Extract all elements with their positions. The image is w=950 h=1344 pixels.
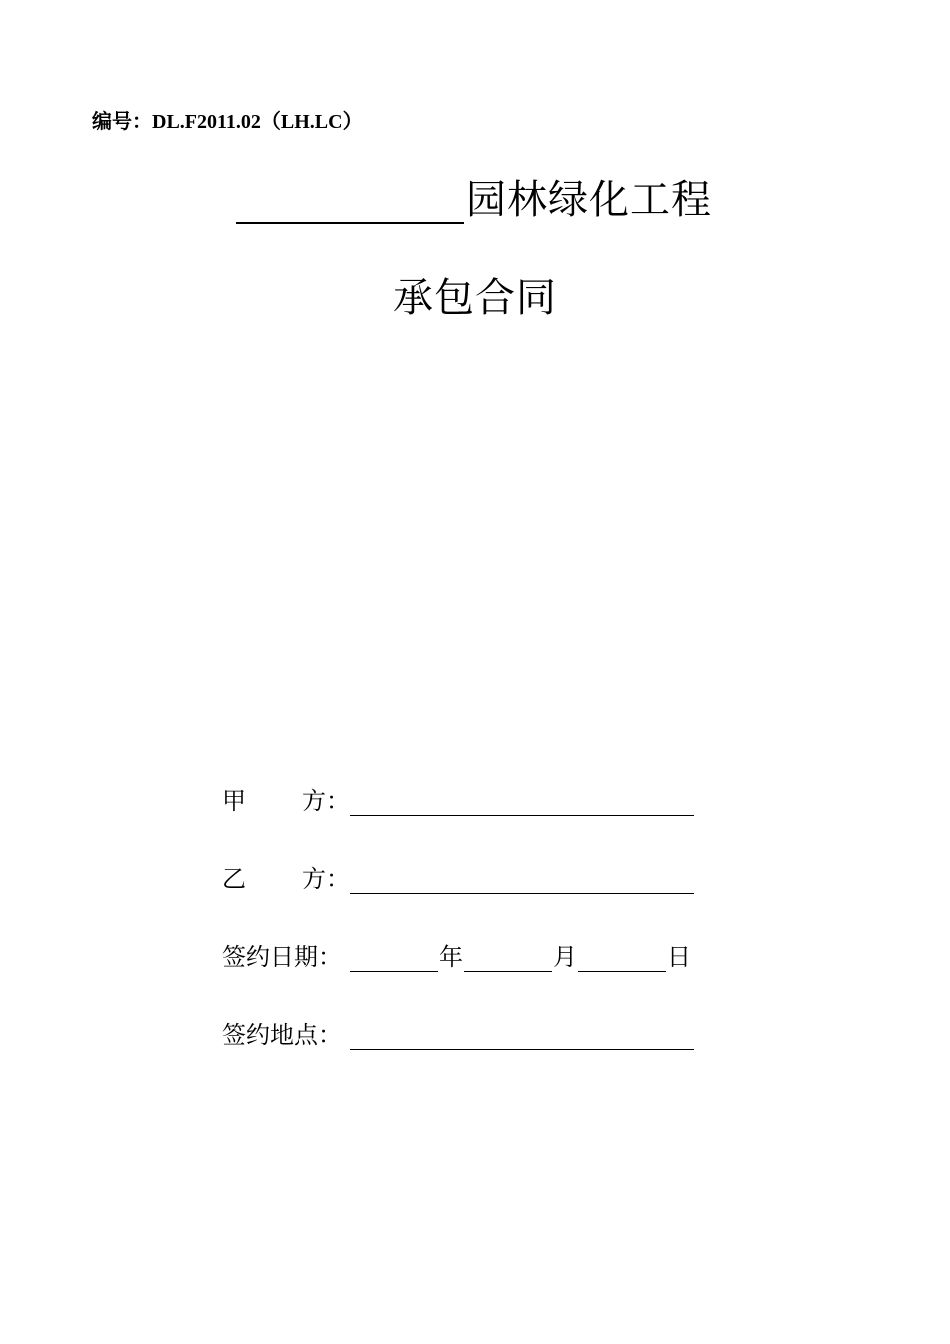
document-number <box>92 108 363 135</box>
party-b-row <box>222 860 694 894</box>
party-b-label-char: 乙 <box>222 865 246 893</box>
party-b-label <box>222 864 350 894</box>
party-a-label <box>222 786 350 816</box>
sign-place-row <box>222 1016 694 1050</box>
sign-date-month-unit: 月 <box>553 943 577 971</box>
sign-date-row <box>222 938 692 972</box>
sign-date-day-blank[interactable] <box>578 943 666 972</box>
sign-date-day-unit: 日 <box>667 943 691 971</box>
sign-date-year-blank[interactable] <box>350 943 438 972</box>
party-a-label-char: 甲 <box>222 787 246 815</box>
party-b-blank[interactable] <box>350 865 694 894</box>
party-b-label-suffix: 方： <box>302 865 350 893</box>
document-number-label: 编号： <box>92 109 152 133</box>
title-line-project <box>236 174 712 224</box>
title-project-suffix: 园林绿化工程 <box>466 177 712 223</box>
sign-date-year-unit: 年 <box>439 943 463 971</box>
document-number-value: DL.F2011.02（LH.LC） <box>152 111 363 133</box>
sign-place-blank[interactable] <box>350 1021 694 1050</box>
sign-place-label: 签约地点： <box>222 1021 342 1049</box>
project-name-blank[interactable] <box>236 178 464 224</box>
title-contract: 承包合同 <box>393 275 557 321</box>
party-a-blank[interactable] <box>350 787 694 816</box>
sign-date-month-blank[interactable] <box>464 943 552 972</box>
sign-date-label: 签约日期： <box>222 943 342 971</box>
party-a-row <box>222 782 694 816</box>
party-a-label-suffix: 方： <box>302 787 350 815</box>
